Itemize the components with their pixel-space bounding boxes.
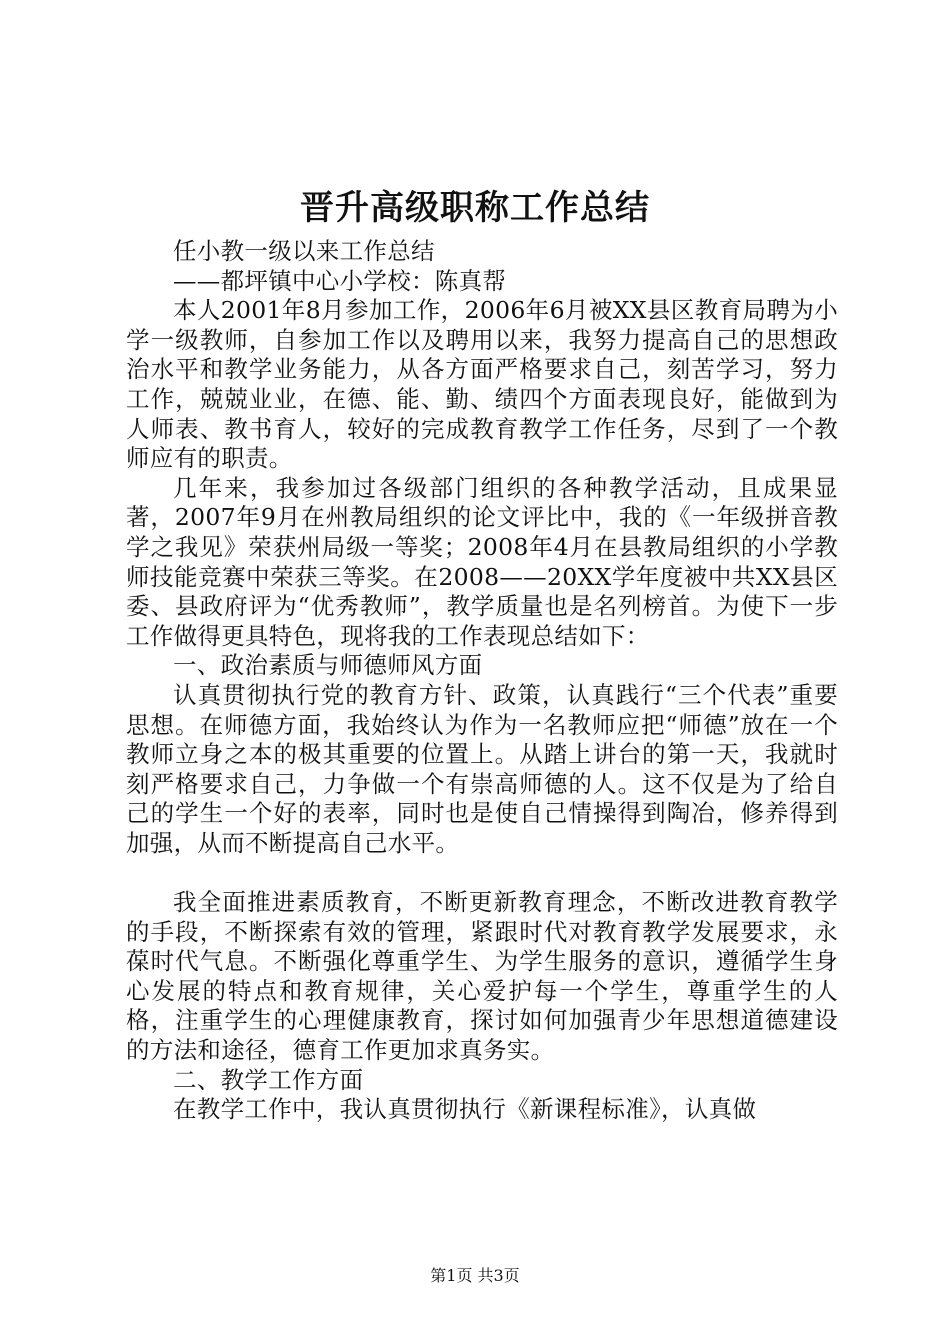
section-heading-teaching: 二、教学工作方面	[173, 1065, 364, 1094]
paragraph-ethics: 认真贯彻执行党的教育方针、政策，认真践行“三个代表”重要思想。在师德方面，我始终认为作为一名教师应把“师德”放在一个教师立身之本的极其重要的位置上。从踏上讲台的第一天，我就时刻严格要求自己，力争做一个有崇高师德的人。这不仅是为了给自己的学生一个好的表率，同时也是使自己情操得到陶冶，修养得到加强，从而不断提高自己水平。	[126, 680, 838, 857]
author-line: ——都坪镇中心小学校：陈真帮	[173, 266, 507, 295]
paragraph-intro: 本人2001年8月参加工作，2006年6月被XX县区教育局聘为小学一级教师，自参加工作以及聘用以来，我努力提高自己的思想政治水平和教学业务能力，从各方面严格要求自己，刻苦学习，努力工作，兢兢业业，在德、能、勤、绩四个方面表现良好，能做到为人师表、教书育人，较好的完成教育教学工作任务，尽到了一个教师应有的职责。	[126, 296, 838, 473]
page-number-footer: 第1页 共3页	[430, 1266, 520, 1285]
paragraph-quality-education: 我全面推进素质教育，不断更新教育理念，不断改进教育教学的手段，不断探索有效的管理，紧跟时代对教育教学发展要求，永葆时代气息。不断强化尊重学生、为学生服务的意识，遵循学生身心发展的特点和教育规律，关心爱护每一个学生，尊重学生的人格，注重学生的心理健康教育，探讨如何加强青少年思想道德建设的方法和途径，德育工作更加求真务实。	[126, 888, 838, 1065]
paragraph-teaching: 在教学工作中，我认真贯彻执行《新课程标准》，认真做	[173, 1095, 757, 1124]
subtitle-line: 任小教一级以来工作总结	[173, 237, 435, 265]
document-title: 晋升高级职称工作总结	[300, 188, 650, 228]
paragraph-achievements: 几年来，我参加过各级部门组织的各种教学活动，且成果显著，2007年9月在州教局组织的论文评比中，我的《一年级拼音教学之我见》荣获州局级一等奖；2008年4月在县教局组织的小学教师技能竞赛中荣获三等奖。在2008——20XX学年度被中共XX县区委、县政府评为“优秀教师”，教学质量也是名列榜首。为使下一步工作做得更具特色，现将我的工作表现总结如下：	[126, 473, 838, 650]
section-heading-politics: 一、政治素质与师德师风方面	[173, 651, 483, 680]
document-body	[126, 237, 838, 1125]
